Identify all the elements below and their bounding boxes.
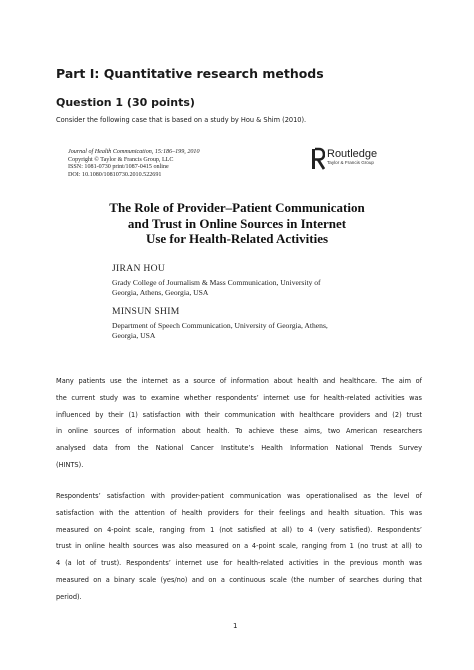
body-paragraph [56, 488, 422, 606]
citation-line: Journal of Health Communication, 15:186–199, 2010 [68, 149, 200, 155]
article-title [60, 200, 414, 247]
author-affiliation [112, 278, 382, 298]
paragraph-line: analysed data from the National Cancer Institute’s Health Information National Trends Survey [56, 444, 422, 453]
paragraph-line: measured on 4-point scale, ranging from 1 (not satisfied at all) to 4 (very satisfied). Respondents’ [56, 525, 422, 534]
publisher-name: Routledge [327, 148, 378, 160]
publisher-logo [311, 147, 421, 173]
author-name: MINSUN SHIM [112, 306, 180, 317]
paragraph-line: Many patients use the internet as a source of information about health and healthcare. The aim of [56, 377, 422, 385]
paragraph-line: (HINTS). [56, 460, 84, 469]
citation-line: DOI: 10.1080/10810730.2010.522691 [68, 171, 162, 178]
paragraph-line: 4 (a lot of trust). Respondents’ internet use for health-related activities in the previous month was [56, 559, 422, 568]
page-number: 1 [233, 622, 238, 630]
affiliation-line: Georgia, Athens, Georgia, USA [112, 288, 209, 297]
paragraph-line: in online sources of information about health. To achieve these aims, two American researchers [56, 427, 422, 436]
article-title-line: The Role of Provider–Patient Communication [109, 200, 365, 215]
paragraph-line: satisfaction with the attention of health providers for their feelings and health situation. This was [56, 508, 422, 517]
paragraph-line: measured on a binary scale (yes/no) and on a continuous scale (the number of searches during that [56, 575, 422, 584]
paragraph-line: the current study was to examine whether respondents’ internet use for health-related activities was [56, 393, 422, 402]
article-title-line: and Trust in Online Sources in Internet [127, 215, 347, 231]
paragraph-line: period). [56, 592, 82, 601]
citation-line: Copyright © Taylor & Francis Group, LLC [68, 156, 174, 163]
body-paragraph [56, 373, 422, 474]
citation-line: ISSN: 1081-0730 print/1087-0415 online [68, 164, 169, 171]
paragraph-line: Respondents’ satisfaction with provider-patient communication was operationalised as the level of [56, 492, 422, 500]
journal-citation [68, 149, 200, 179]
routledge-logo-icon [311, 147, 325, 171]
part-title: Part I: Quantitative research methods [56, 66, 324, 81]
article-title-line: Use for Health-Related Activities [145, 231, 329, 246]
author-name: JIRAN HOU [112, 263, 166, 274]
paragraph-line: influenced by their (1) satisfaction with their communication with healthcare providers and (2) trust [56, 410, 422, 419]
affiliation-line: Georgia, USA [112, 331, 156, 340]
paragraph-line: trust in online health sources was also measured on a 4-point scale, ranging from 1 (no trust at all) to [56, 542, 422, 551]
author-affiliation [112, 321, 382, 341]
affiliation-line: Department of Speech Communication, University of Georgia, Athens, [112, 321, 328, 330]
question-title: Question 1 (30 points) [56, 96, 195, 109]
question-intro: Consider the following case that is based on a study by Hou & Shim (2010). [56, 116, 307, 124]
publisher-subtitle: Taylor & Francis Group [327, 160, 374, 165]
affiliation-line: Grady College of Journalism & Mass Communication, University of [112, 278, 321, 287]
